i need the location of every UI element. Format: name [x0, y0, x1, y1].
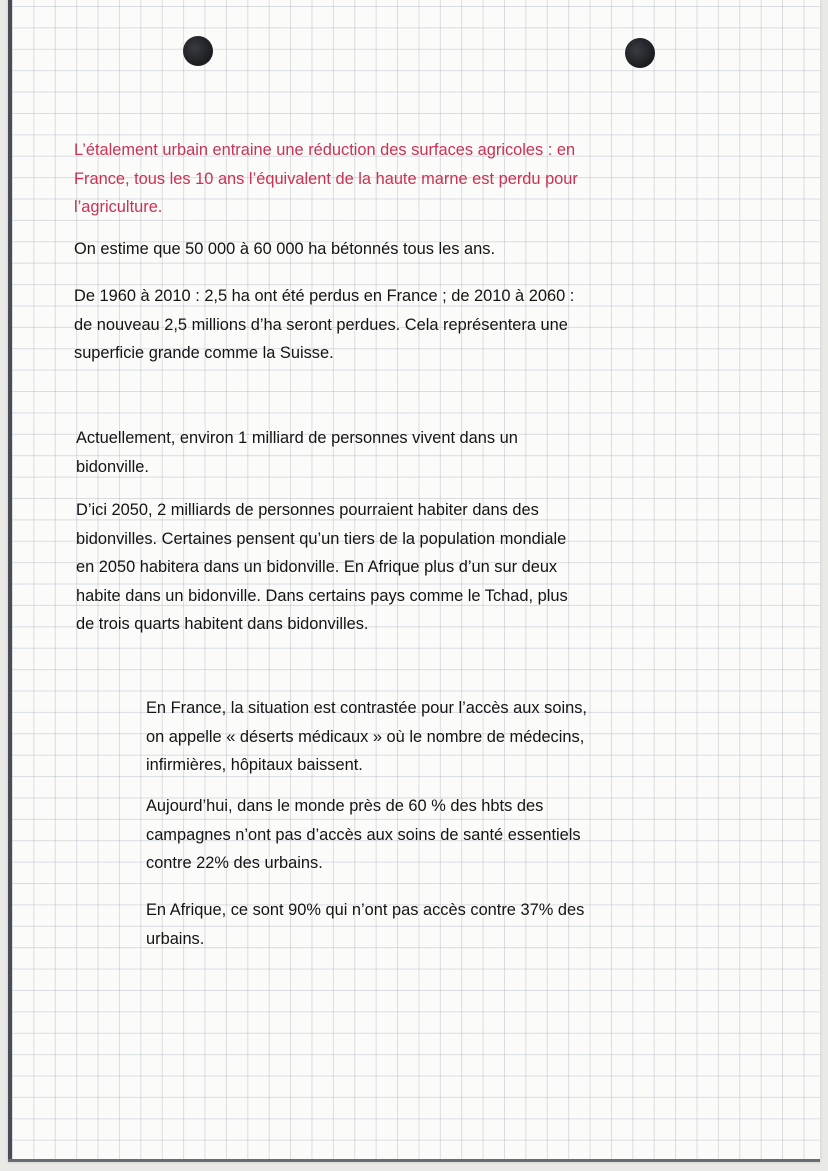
paragraph-land-loss	[74, 282, 694, 368]
paragraph-slums-2050	[76, 496, 686, 639]
text-line: bidonvilles. Certaines pensent qu’un tiers de la population mondiale	[76, 529, 567, 548]
text-line: superficie grande comme la Suisse.	[74, 344, 334, 362]
paragraph-slums-current	[76, 424, 676, 481]
punch-hole-icon	[183, 36, 213, 66]
notebook-page	[8, 0, 820, 1162]
paragraph-medical-deserts	[146, 694, 716, 780]
text-line: Actuellement, environ 1 milliard de personnes vivent dans un	[76, 429, 518, 447]
page-left-edge	[8, 0, 12, 1162]
text-line: l’agriculture.	[74, 198, 163, 216]
punch-hole-icon	[625, 38, 655, 68]
paragraph-concrete-estimate	[74, 235, 694, 264]
paragraph-urban-sprawl	[74, 136, 694, 222]
text-line: urbains.	[146, 929, 205, 948]
text-line: en 2050 habitera dans un bidonville. En Afrique plus d’un sur deux	[76, 558, 558, 576]
text-line: campagnes n’ont pas d’accès aux soins de santé essentiels	[146, 825, 581, 844]
paragraph-africa-health-access	[146, 896, 706, 953]
text-line: France, tous les 10 ans l’équivalent de la haute marne est perdu pour	[74, 169, 578, 188]
text-line: habite dans un bidonville. Dans certains pays comme le Tchad, plus	[76, 586, 568, 605]
text-line: contre 22% des urbains.	[146, 854, 323, 872]
text-line: En Afrique, ce sont 90% qui n’ont pas accès contre 37% des	[146, 901, 585, 919]
text-line: on appelle « déserts médicaux » où le nombre de médecins,	[146, 727, 585, 746]
text-line: L’étalement urbain entraine une réduction des surfaces agricoles : en	[74, 141, 576, 159]
text-line: De 1960 à 2010 : 2,5 ha ont été perdus en France ; de 2010 à 2060 :	[74, 287, 575, 305]
text-line: Aujourd’hui, dans le monde près de 60 % des hbts des	[146, 797, 544, 815]
text-line: bidonville.	[76, 457, 149, 476]
text-line: En France, la situation est contrastée pour l’accès aux soins,	[146, 699, 587, 717]
text-line: de trois quarts habitent dans bidonvilles.	[76, 615, 369, 633]
text-line: de nouveau 2,5 millions d’ha seront perdues. Cela représentera une	[74, 315, 568, 334]
paragraph-world-health-access	[146, 792, 706, 878]
text-line: infirmières, hôpitaux baissent.	[146, 756, 363, 774]
text-line: D’ici 2050, 2 milliards de personnes pourraient habiter dans des	[76, 501, 539, 519]
text-line: On estime que 50 000 à 60 000 ha bétonnés tous les ans.	[74, 240, 495, 258]
page-bottom-edge	[8, 1159, 820, 1162]
